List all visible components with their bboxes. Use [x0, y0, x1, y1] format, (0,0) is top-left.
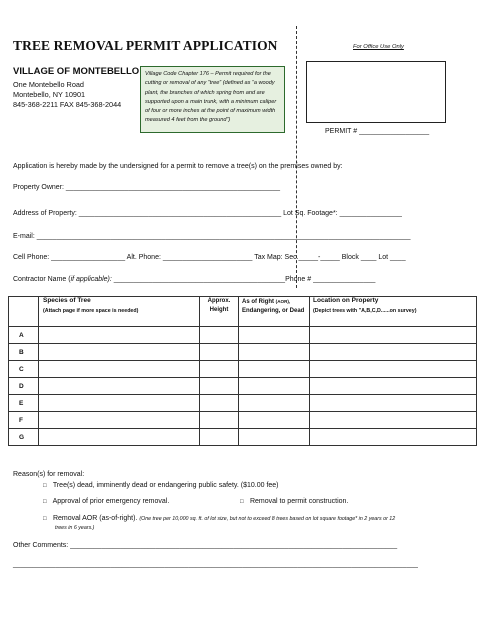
tree-table — [8, 296, 477, 446]
address-line-1: One Montebello Road — [13, 80, 84, 89]
checkbox-icon[interactable]: □ — [43, 499, 47, 505]
aor-title-b: Endangering, or Dead — [242, 308, 305, 314]
contractor-field[interactable] — [13, 276, 375, 283]
code-note-text: Village Code Chapter 176 – Permit required for the cutting or removal of any “tree” (defined as “a woody plant, the branches of which spring from and are supported upon a main trunk, with a minimum caliper of four or more inches at the point of maximum width measured 4 feet from the ground”) — [145, 71, 277, 124]
row-label: C — [9, 361, 39, 378]
office-use-label: For Office Use Only — [353, 44, 404, 50]
reason-aor-note-cont: trees in 6 years.) — [55, 525, 95, 531]
table-row — [9, 361, 477, 378]
height-header — [200, 297, 239, 327]
aor-cell[interactable] — [239, 327, 310, 344]
address-line-2: Montebello, NY 10901 — [13, 90, 86, 99]
reason-aor-option[interactable] — [43, 515, 395, 522]
aor-cell[interactable] — [239, 429, 310, 446]
email-field[interactable]: E-mail: ________________________________________________________________________________________________ — [13, 233, 411, 240]
phones-taxmap-field[interactable]: Cell Phone: ___________________ Alt. Phone: _______________________ Tax Map: Sec._____-_____ Block ____ Lot ____ — [13, 254, 406, 261]
species-cell[interactable] — [39, 412, 200, 429]
height-cell[interactable] — [200, 378, 239, 395]
row-label: E — [9, 395, 39, 412]
code-note-box — [140, 66, 285, 133]
aor-title-a: As of Right — [242, 299, 276, 305]
reason-emergency-label: Approval of prior emergency removal. — [52, 498, 170, 505]
contractor-italic: if applicable): — [70, 276, 112, 283]
location-cell[interactable] — [310, 395, 477, 412]
reason-construction-label: Removal to permit construction. — [249, 498, 349, 505]
row-label: B — [9, 344, 39, 361]
species-sub: (Attach page if more space is needed) — [43, 308, 139, 314]
aor-cell[interactable] — [239, 344, 310, 361]
row-label: A — [9, 327, 39, 344]
height-cell[interactable] — [200, 361, 239, 378]
table-row — [9, 378, 477, 395]
checkbox-icon[interactable]: □ — [43, 516, 47, 522]
height-cell[interactable] — [200, 327, 239, 344]
aor-title-small: (AOR), — [275, 299, 291, 304]
aor-header — [239, 297, 310, 327]
species-title: Species of Tree — [43, 297, 91, 304]
office-use-box — [306, 61, 446, 123]
species-cell[interactable] — [39, 395, 200, 412]
height-cell[interactable] — [200, 344, 239, 361]
aor-cell[interactable] — [239, 395, 310, 412]
checkbox-icon[interactable]: □ — [240, 499, 244, 505]
height-title: Approx. Height — [207, 298, 231, 313]
location-header — [310, 297, 477, 327]
table-row — [9, 412, 477, 429]
location-cell[interactable] — [310, 412, 477, 429]
location-cell[interactable] — [310, 361, 477, 378]
dashed-divider — [296, 26, 297, 288]
other-comments-line2[interactable]: ________________________________________________________________________________________________________ — [13, 561, 418, 568]
location-cell[interactable] — [310, 327, 477, 344]
reasons-label: Reason(s) for removal: — [13, 471, 85, 478]
phone-fax: 845-368-2211 FAX 845-368-2044 — [13, 100, 122, 109]
location-cell[interactable] — [310, 378, 477, 395]
table-row — [9, 395, 477, 412]
village-name: VILLAGE OF MONTEBELLO — [13, 66, 140, 77]
row-label: G — [9, 429, 39, 446]
species-cell[interactable] — [39, 429, 200, 446]
row-label: D — [9, 378, 39, 395]
location-title: Location on Property — [313, 297, 379, 304]
intro-text: Application is hereby made by the undersigned for a permit to remove a tree(s) on the premises owned by: — [13, 163, 343, 170]
location-sub: (Depict trees with "A,B,C,D......on survey) — [313, 308, 417, 314]
contractor-suffix: ____________________________________________Phone # ________________ — [111, 276, 376, 283]
tree-table-header — [9, 297, 477, 327]
page-title: TREE REMOVAL PERMIT APPLICATION — [13, 38, 278, 53]
table-row — [9, 429, 477, 446]
species-cell[interactable] — [39, 327, 200, 344]
table-row — [9, 327, 477, 344]
reason-aor-label: Removal AOR (as-of-right). — [52, 515, 140, 522]
species-cell[interactable] — [39, 344, 200, 361]
species-cell[interactable] — [39, 378, 200, 395]
reason-dead-label: Tree(s) dead, imminently dead or endangering public safety. ($10.00 fee) — [52, 482, 279, 489]
contractor-prefix: Contractor Name ( — [13, 276, 71, 283]
reason-emergency-option[interactable] — [43, 498, 169, 505]
table-row — [9, 344, 477, 361]
checkbox-icon[interactable]: □ — [43, 483, 47, 489]
aor-cell[interactable] — [239, 361, 310, 378]
header-blank-cell — [9, 297, 39, 327]
species-cell[interactable] — [39, 361, 200, 378]
location-cell[interactable] — [310, 429, 477, 446]
permit-number-field[interactable]: PERMIT # __________________ — [325, 128, 430, 135]
reason-aor-note: (One tree per 10,000 sq. ft. of lot size, but not to exceed 8 trees based on lot square footage* in 2 years or 12 — [139, 516, 396, 522]
location-cell[interactable] — [310, 344, 477, 361]
height-cell[interactable] — [200, 429, 239, 446]
property-owner-field[interactable]: Property Owner: _______________________________________________________ — [13, 184, 281, 191]
species-header — [39, 297, 200, 327]
row-label: F — [9, 412, 39, 429]
height-cell[interactable] — [200, 395, 239, 412]
aor-cell[interactable] — [239, 412, 310, 429]
aor-cell[interactable] — [239, 378, 310, 395]
reason-construction-option[interactable] — [240, 498, 348, 505]
height-cell[interactable] — [200, 412, 239, 429]
address-of-property-field[interactable]: Address of Property: ____________________________________________________ Lot Sq. Footage*: ________________ — [13, 210, 402, 217]
other-comments-field[interactable]: Other Comments: ____________________________________________________________________________________ — [13, 542, 398, 549]
reason-dead-option[interactable] — [43, 482, 279, 489]
